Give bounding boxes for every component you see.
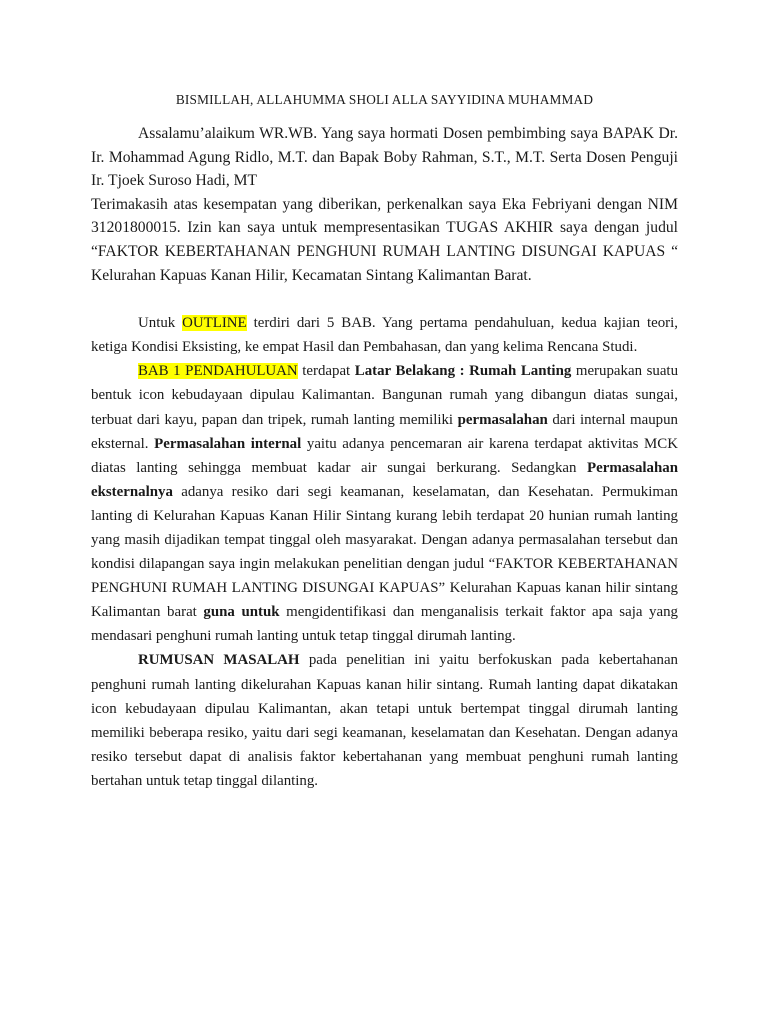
introduction-paragraph: Terimakasih atas kesempatan yang diberikan, perkenalkan saya Eka Febriyani dengan NIM 31201800015. Izin kan saya untuk mempresentasikan TUGAS AKHIR saya dengan judul “FAKTOR KEBERTAHANAN PENGHUNI RUMAH LANTING DISUNGAI KAPUAS “ Kelurahan Kapuas Kanan Hilir, Kecamatan Sintang Kalimantan Barat. xyxy=(91,195,678,284)
bab1-bold: Latar Belakang : Rumah Lanting xyxy=(354,363,572,380)
outline-highlight: OUTLINE xyxy=(182,315,247,332)
paragraph-gap xyxy=(91,287,678,311)
bab1-paragraph xyxy=(91,359,678,648)
outline-text: Untuk xyxy=(138,315,183,332)
rumusan-masalah-paragraph xyxy=(91,648,678,793)
document-page xyxy=(91,92,678,793)
page-title: BISMILLAH, ALLAHUMMA SHOLI ALLA SAYYIDINA MUHAMMAD xyxy=(175,92,594,107)
bab1-bold: Permasalahan internal xyxy=(154,435,302,452)
outline-text: terdiri dari 5 BAB. Yang pertama pendahuluan, kedua kajian teori, ketiga Kondisi Eksisting, ke empat Hasil dan Pembahasan, dan yang kelima Rencana Studi. xyxy=(91,315,678,356)
greeting-paragraph: Assalamu’alaikum WR.WB. Yang saya hormati Dosen pembimbing saya BAPAK Dr. Ir. Mohammad Agung Ridlo, M.T. dan Bapak Boby Rahman, S.T., M.T. Serta Dosen Penguji Ir. Tjoek Suroso Hadi, MT xyxy=(91,125,678,190)
rumusan-bold: RUMUSAN MASALAH xyxy=(138,652,300,669)
bab1-text: yaitu adanya pencemaran air karena terdapat aktivitas MCK diatas lanting sehingga membuat kadar air sungai berkurang. Sedangkan xyxy=(91,435,678,476)
bab1-text: dari internal maupun eksternal. xyxy=(91,411,678,452)
bab1-bold: guna untuk xyxy=(203,604,280,621)
bab1-highlight: BAB 1 PENDAHULUAN xyxy=(138,363,298,380)
bab1-text: merupakan suatu bentuk icon kebudayaan dipulau Kalimantan. Bangunan rumah yang dibangun diatas sungai, terbuat dari kayu, papan dan tripek, rumah lanting memiliki xyxy=(91,363,679,428)
rumusan-text: pada penelitian ini yaitu berfokuskan pada kebertahanan penghuni rumah lanting dikelurahan Kapuas kanan hilir sintang. Rumah lanting dapat dikatakan icon kebudayaan dipulau Kalimantan, akan tetapi untuk bertempat tinggal dirumah lanting memiliki beberapa resiko, yaitu dari segi keamanan, keselamatan dan Kesehatan. Dengan adanya resiko tersebut dapat di analisis faktor kebertahanan yang membuat penghuni rumah lanting bertahan untuk tetap tinggal dilanting. xyxy=(91,652,679,789)
bab1-bold: permasalahan xyxy=(457,411,548,428)
outline-paragraph xyxy=(91,311,678,359)
bab1-bold: Permasalahan eksternalnya xyxy=(91,459,678,500)
bab1-text: terdapat xyxy=(297,363,355,380)
bab1-text: adanya resiko dari segi keamanan, keselamatan, dan Kesehatan. Permukiman lanting di Kelurahan Kapuas Kanan Hilir Sintang kurang lebih terdapat 20 hunian rumah lanting yang masih dijadikan tempat tinggal oleh masyarakat. Dengan adanya permasalahan tersebut dan kondisi dilapangan saya ingin melakukan penelitian dengan judul “FAKTOR KEBERTAHANAN PENGHUNI RUMAH LANTING DISUNGAI KAPUAS” Kelurahan Kapuas kanan hilir sintang Kalimantan barat xyxy=(91,483,678,621)
bab1-text: mengidentifikasi dan menganalisis terkait faktor apa saja yang mendasari penghuni rumah lanting untuk tetap tinggal dirumah lanting. xyxy=(91,604,679,645)
